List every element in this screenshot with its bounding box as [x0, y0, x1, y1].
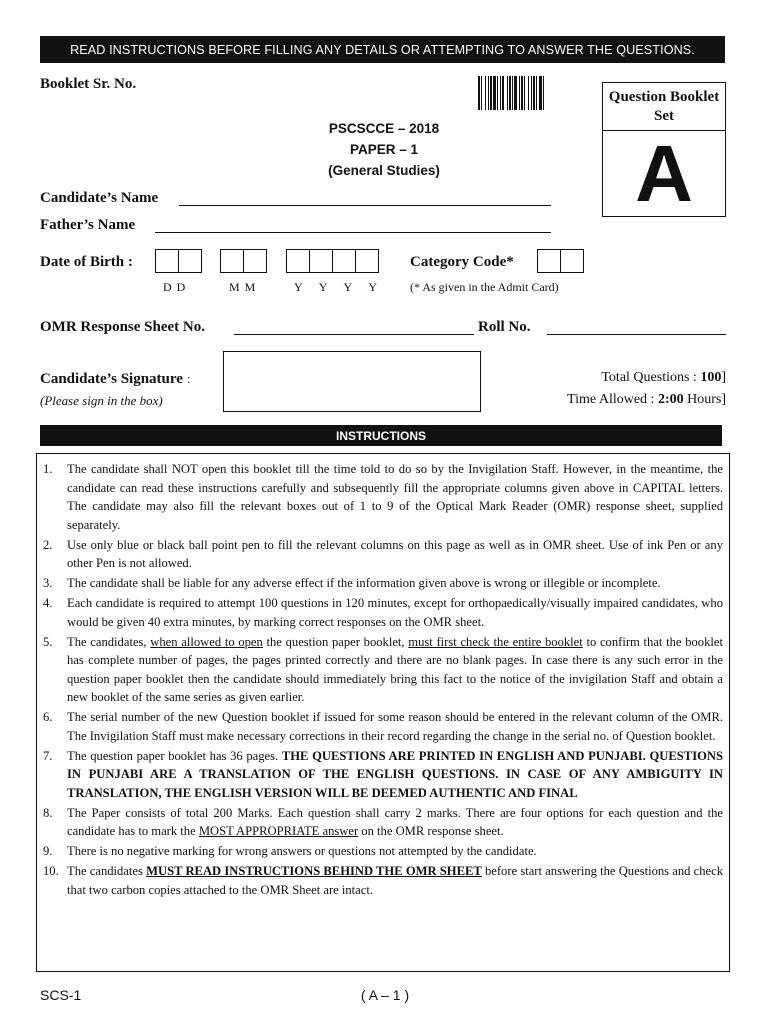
- instruction-text: The candidates,: [67, 634, 151, 649]
- instructions-title-bar: INSTRUCTIONS: [40, 425, 722, 446]
- exam-title: PSCSCCE – 2018: [328, 121, 440, 136]
- barcode-bar: [507, 76, 508, 110]
- total-questions: [526, 370, 726, 386]
- instruction-text: The Paper consists of total 200 Marks. Each question shall carry 2 marks. There are four options for each question and the candidate has to mark the: [67, 805, 723, 839]
- instruction-text: THE QUESTIONS ARE PRINTED IN ENGLISH AND PUNJABI. QUESTIONS IN PUNJABI ARE A TRANSLATION OF THE ENGLISH QUESTIONS. IN CASE OF ANY AMBIGUITY IN TRANSLATION, THE ENGLISH VERSION WILL BE DEEMED AUTHENTIC AND FINAL: [67, 748, 723, 800]
- omr-sheet-label: OMR Response Sheet No.: [40, 319, 205, 335]
- instruction-text: The candidates: [67, 864, 147, 879]
- booklet-sr-label: Booklet Sr. No.: [40, 76, 137, 92]
- instruction-item: [43, 594, 723, 631]
- barcode-bar: [519, 76, 520, 110]
- instruction-number: 5.: [43, 634, 53, 649]
- dob-day-boxes[interactable]: [155, 249, 201, 273]
- set-letter: A: [635, 129, 693, 218]
- instruction-text: before start answering the Questions and check that two carbon copies attached to the OMR Sheet are intact.: [67, 864, 723, 897]
- dob-format-dd: D D: [163, 280, 187, 294]
- barcode-bar: [521, 76, 523, 110]
- instruction-number: 6.: [43, 710, 53, 725]
- signature-label: Candidate’s Signature: [40, 371, 183, 387]
- father-name-field[interactable]: [155, 232, 551, 233]
- instruction-text: when allowed to open: [150, 634, 263, 649]
- barcode-bar: [531, 76, 532, 110]
- instruction-item: [43, 460, 723, 534]
- dob-format-yyyy: Y Y Y Y: [294, 280, 384, 294]
- barcode-bar: [488, 76, 489, 110]
- instruction-text: must first check the entire booklet: [408, 634, 583, 649]
- category-code-label: Category Code*: [410, 254, 514, 270]
- barcode-bar: [536, 76, 537, 110]
- barcode-bar: [493, 76, 496, 110]
- instruction-item: [43, 708, 723, 745]
- total-questions-label: Total Questions :: [601, 370, 697, 385]
- dob-year-boxes[interactable]: [286, 249, 378, 273]
- question-booklet-set-box: [602, 82, 726, 217]
- instruction-number: 10.: [43, 864, 59, 879]
- set-title-line1: Question Booklet: [608, 88, 720, 105]
- dob-format-mm: M M: [229, 280, 257, 294]
- instruction-number: 3.: [43, 576, 53, 591]
- dob-month-boxes[interactable]: [220, 249, 266, 273]
- instruction-text: MUST READ INSTRUCTIONS BEHIND THE OMR SHEET: [146, 864, 482, 879]
- total-questions-value: 100: [700, 370, 722, 385]
- time-allowed-label: Time Allowed :: [567, 392, 655, 407]
- instruction-text: Each candidate is required to attempt 100 questions in 120 minutes, except for orthopaedically/visually impaired candidates, who would be given 40 extra minutes, by marking correct responses on the OMR sheet.: [67, 596, 723, 629]
- category-code-boxes[interactable]: [537, 249, 583, 273]
- time-allowed-unit: Hours]: [683, 392, 726, 407]
- instruction-text: on the OMR response sheet.: [358, 824, 504, 839]
- instruction-item: [43, 633, 723, 707]
- father-name-label: Father’s Name: [40, 217, 136, 233]
- instruction-item: [43, 747, 723, 803]
- instruction-number: 1.: [43, 462, 53, 476]
- barcode-bar: [514, 76, 517, 110]
- total-questions-close: ]: [721, 370, 726, 385]
- instruction-text: MOST APPROPRIATE answer: [198, 824, 359, 839]
- barcode-bar: [524, 76, 525, 110]
- barcode-bar: [500, 76, 501, 110]
- candidate-name-label: Candidate’s Name: [40, 190, 159, 206]
- barcode-bar: [533, 76, 535, 110]
- roll-no-label: Roll No.: [478, 319, 531, 335]
- instructions-list: [43, 460, 723, 899]
- set-box-title: [603, 83, 725, 131]
- instruction-item: [43, 842, 723, 861]
- barcode-bar: [485, 76, 486, 110]
- barcode: [478, 76, 578, 110]
- omr-sheet-field[interactable]: [234, 334, 474, 335]
- roll-no-field[interactable]: [547, 334, 726, 335]
- barcode-bar: [528, 76, 529, 110]
- instruction-text: There is no negative marking for wrong answers or questions not attempted by the candidate.: [67, 844, 537, 859]
- instruction-text: The candidate shall be liable for any adverse effect if the information given above is wrong or illegible or incomplete.: [67, 576, 661, 591]
- barcode-bar: [502, 76, 504, 110]
- instruction-item: [43, 536, 723, 573]
- instruction-item: [43, 574, 723, 593]
- instruction-number: 4.: [43, 596, 53, 611]
- paper-subject: (General Studies): [328, 163, 440, 178]
- top-banner: READ INSTRUCTIONS BEFORE FILLING ANY DETAILS OR ATTEMPTING TO ANSWER THE QUESTIONS.: [40, 36, 725, 63]
- barcode-bar: [490, 76, 492, 110]
- instruction-number: 7.: [43, 748, 53, 763]
- instructions-box: [36, 453, 730, 972]
- signature-label-row: [40, 370, 191, 388]
- paper-title: PAPER – 1: [349, 142, 419, 157]
- time-allowed: [486, 392, 726, 408]
- set-title-line2: Set: [654, 107, 674, 124]
- barcode-bar: [481, 76, 482, 110]
- category-note: (* As given in the Admit Card): [410, 280, 559, 294]
- instruction-item: [43, 804, 723, 841]
- instruction-number: 9.: [43, 844, 53, 859]
- instruction-text: The candidate shall NOT open this booklet till the time told to do so by the Invigilation Staff. However, in the meantime, the candidate can read these instructions carefully and subsequently fill the appropriate columns given above in CAPITAL letters. The candidate may also fill the relevant boxes out of 1 to 9 of the Optical Mark Reader (OMR) response sheet, supplied separately.: [67, 462, 723, 532]
- instruction-text: The question paper booklet has 36 pages.: [67, 748, 282, 763]
- barcode-bar: [512, 76, 513, 110]
- barcode-bar: [497, 76, 498, 110]
- signature-colon: :: [186, 371, 191, 386]
- footer-page-number: ( A – 1 ): [360, 987, 410, 1003]
- barcode-bar: [478, 76, 480, 110]
- candidate-name-field[interactable]: [179, 205, 551, 206]
- dob-label: Date of Birth :: [40, 254, 133, 270]
- instruction-text: the question paper booklet,: [262, 634, 409, 649]
- signature-box[interactable]: [223, 351, 481, 412]
- signature-hint: (Please sign in the box): [40, 393, 163, 408]
- barcode-bar: [543, 76, 544, 110]
- time-allowed-value: 2:00: [657, 392, 684, 407]
- instruction-number: 8.: [43, 805, 53, 820]
- instruction-number: 2.: [43, 537, 53, 552]
- barcode-bar: [509, 76, 511, 110]
- footer-code: SCS-1: [40, 987, 82, 1003]
- instruction-text: The serial number of the new Question booklet if issued for some reason should be entered in the relevant column of the OMR. The Invigilation Staff must make necessary corrections in their record regarding the change in the serial no. of Question booklet.: [67, 710, 723, 743]
- instruction-text: to confirm that the booklet has complete number of pages, the pages printed correctly and there are no blank pages. In case there is any such error in the question paper booklet then the candidate should immediately bring this fact to the notice of the invigilation Staff and obtain a new booklet of the same series as given earlier.: [67, 634, 723, 705]
- barcode-bar: [539, 76, 542, 110]
- instruction-text: Use only blue or black ball point pen to fill the relevant columns on this page as well as in OMR sheet. Use of ink Pen or any other Pen is not allowed.: [67, 537, 723, 571]
- instruction-item: [43, 862, 723, 899]
